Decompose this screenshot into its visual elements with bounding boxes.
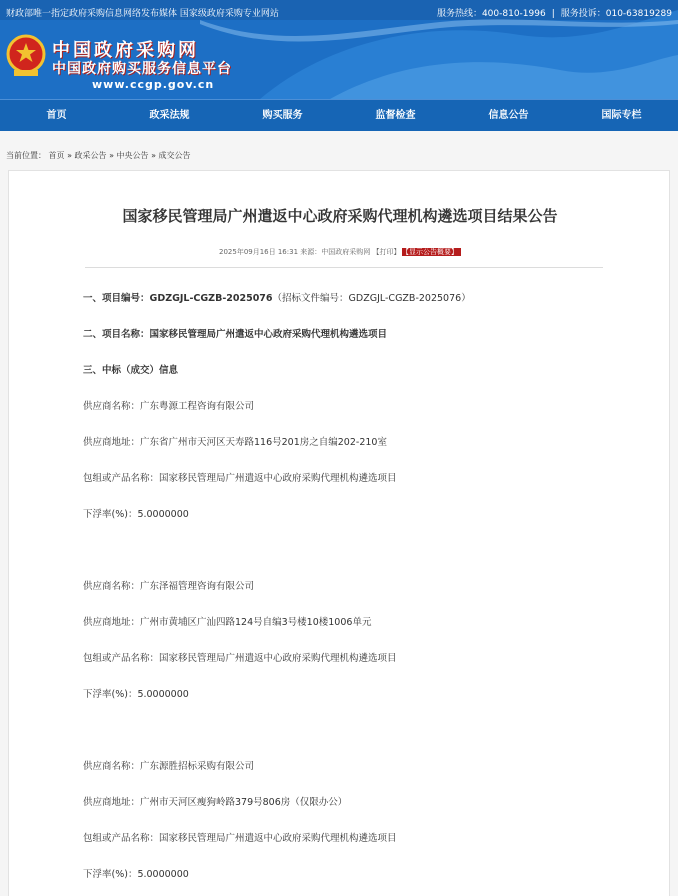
main-nav [0, 99, 678, 131]
show-summary-button[interactable]: 【显示公告概要】 [402, 248, 461, 256]
site-logo-text[interactable]: 中国政府采购网 [52, 40, 199, 61]
nav-item-international[interactable]: 国际专栏 [601, 110, 642, 121]
article-meta-text[interactable]: 2025年09月16日 16:31 来源：中国政府采购网 【打印】 [219, 248, 401, 256]
breadcrumb-separator: » [67, 151, 72, 160]
national-emblem-icon [6, 34, 46, 78]
divider: | [551, 9, 555, 19]
supplier-rate: 下浮率(%)：5.0000000 [83, 869, 189, 880]
project-number-extra: （招标文件编号：GDZGJL-CGZB-2025076） [272, 293, 471, 304]
complaint-text: 服务投诉：010-63819289 [560, 9, 672, 19]
supplier-name: 供应商名称：广东泽福管理咨询有限公司 [83, 581, 255, 592]
nav-item-supervision[interactable]: 监督检查 [375, 110, 416, 121]
article-title: 国家移民管理局广州遣返中心政府采购代理机构遴选项目结果公告 [122, 207, 558, 225]
section-award-heading: 三、中标（成交）信息 [83, 365, 179, 376]
supplier-address: 供应商地址：广东省广州市天河区天寿路116号201房之自编202-210室 [83, 437, 387, 448]
supplier-product: 包组或产品名称：国家移民管理局广州遣返中心政府采购代理机构遴选项目 [83, 833, 397, 844]
nav-item-home[interactable]: 首页 [46, 110, 67, 121]
supplier-name: 供应商名称：广东粤源工程咨询有限公司 [83, 401, 255, 412]
breadcrumb [6, 150, 191, 161]
site-url: www.ccgp.gov.cn [92, 78, 215, 91]
site-header [0, 0, 678, 99]
project-number: GDZGJL-CGZB-2025076 [149, 293, 273, 304]
article-meta [9, 247, 671, 257]
hotline-text: 服务热线：400-810-1996 [436, 9, 546, 19]
breadcrumb-home[interactable]: 首页 [48, 151, 65, 160]
article-panel [8, 170, 670, 896]
breadcrumb-central[interactable]: 中央公告 [116, 151, 149, 160]
divider [85, 267, 603, 268]
breadcrumb-prefix: 当前位置： [6, 151, 46, 160]
breadcrumb-procurement[interactable]: 政采公告 [74, 151, 107, 160]
site-subtitle: 中国政府购买服务信息平台 [52, 61, 232, 77]
supplier-product: 包组或产品名称：国家移民管理局广州遣返中心政府采购代理机构遴选项目 [83, 653, 397, 664]
nav-item-announcements[interactable]: 信息公告 [488, 110, 529, 121]
supplier-product: 包组或产品名称：国家移民管理局广州遣返中心政府采购代理机构遴选项目 [83, 473, 397, 484]
breadcrumb-separator: » [151, 151, 156, 160]
breadcrumb-separator: » [109, 151, 114, 160]
nav-item-purchase-services[interactable]: 购买服务 [262, 110, 303, 121]
supplier-rate: 下浮率(%)：5.0000000 [83, 509, 189, 520]
project-name-line: 二、项目名称：国家移民管理局广州遣返中心政府采购代理机构遴选项目 [83, 329, 388, 340]
service-contacts [437, 6, 672, 19]
supplier-name: 供应商名称：广东源胜招标采购有限公司 [83, 761, 255, 772]
breadcrumb-deal[interactable]: 成交公告 [158, 151, 191, 160]
supplier-address: 供应商地址：广州市天河区瘦狗岭路379号806房（仅限办公） [83, 797, 348, 808]
project-number-line [83, 290, 471, 304]
supplier-rate: 下浮率(%)：5.0000000 [83, 689, 189, 700]
project-number-label: 一、项目编号： [83, 293, 150, 304]
nav-item-regulations[interactable]: 政采法规 [149, 110, 190, 121]
tagline: 财政部唯一指定政府采购信息网络发布媒体 国家级政府采购专业网站 [6, 9, 279, 19]
supplier-address: 供应商地址：广州市黄埔区广汕四路124号自编3号楼10楼1006单元 [83, 617, 372, 628]
